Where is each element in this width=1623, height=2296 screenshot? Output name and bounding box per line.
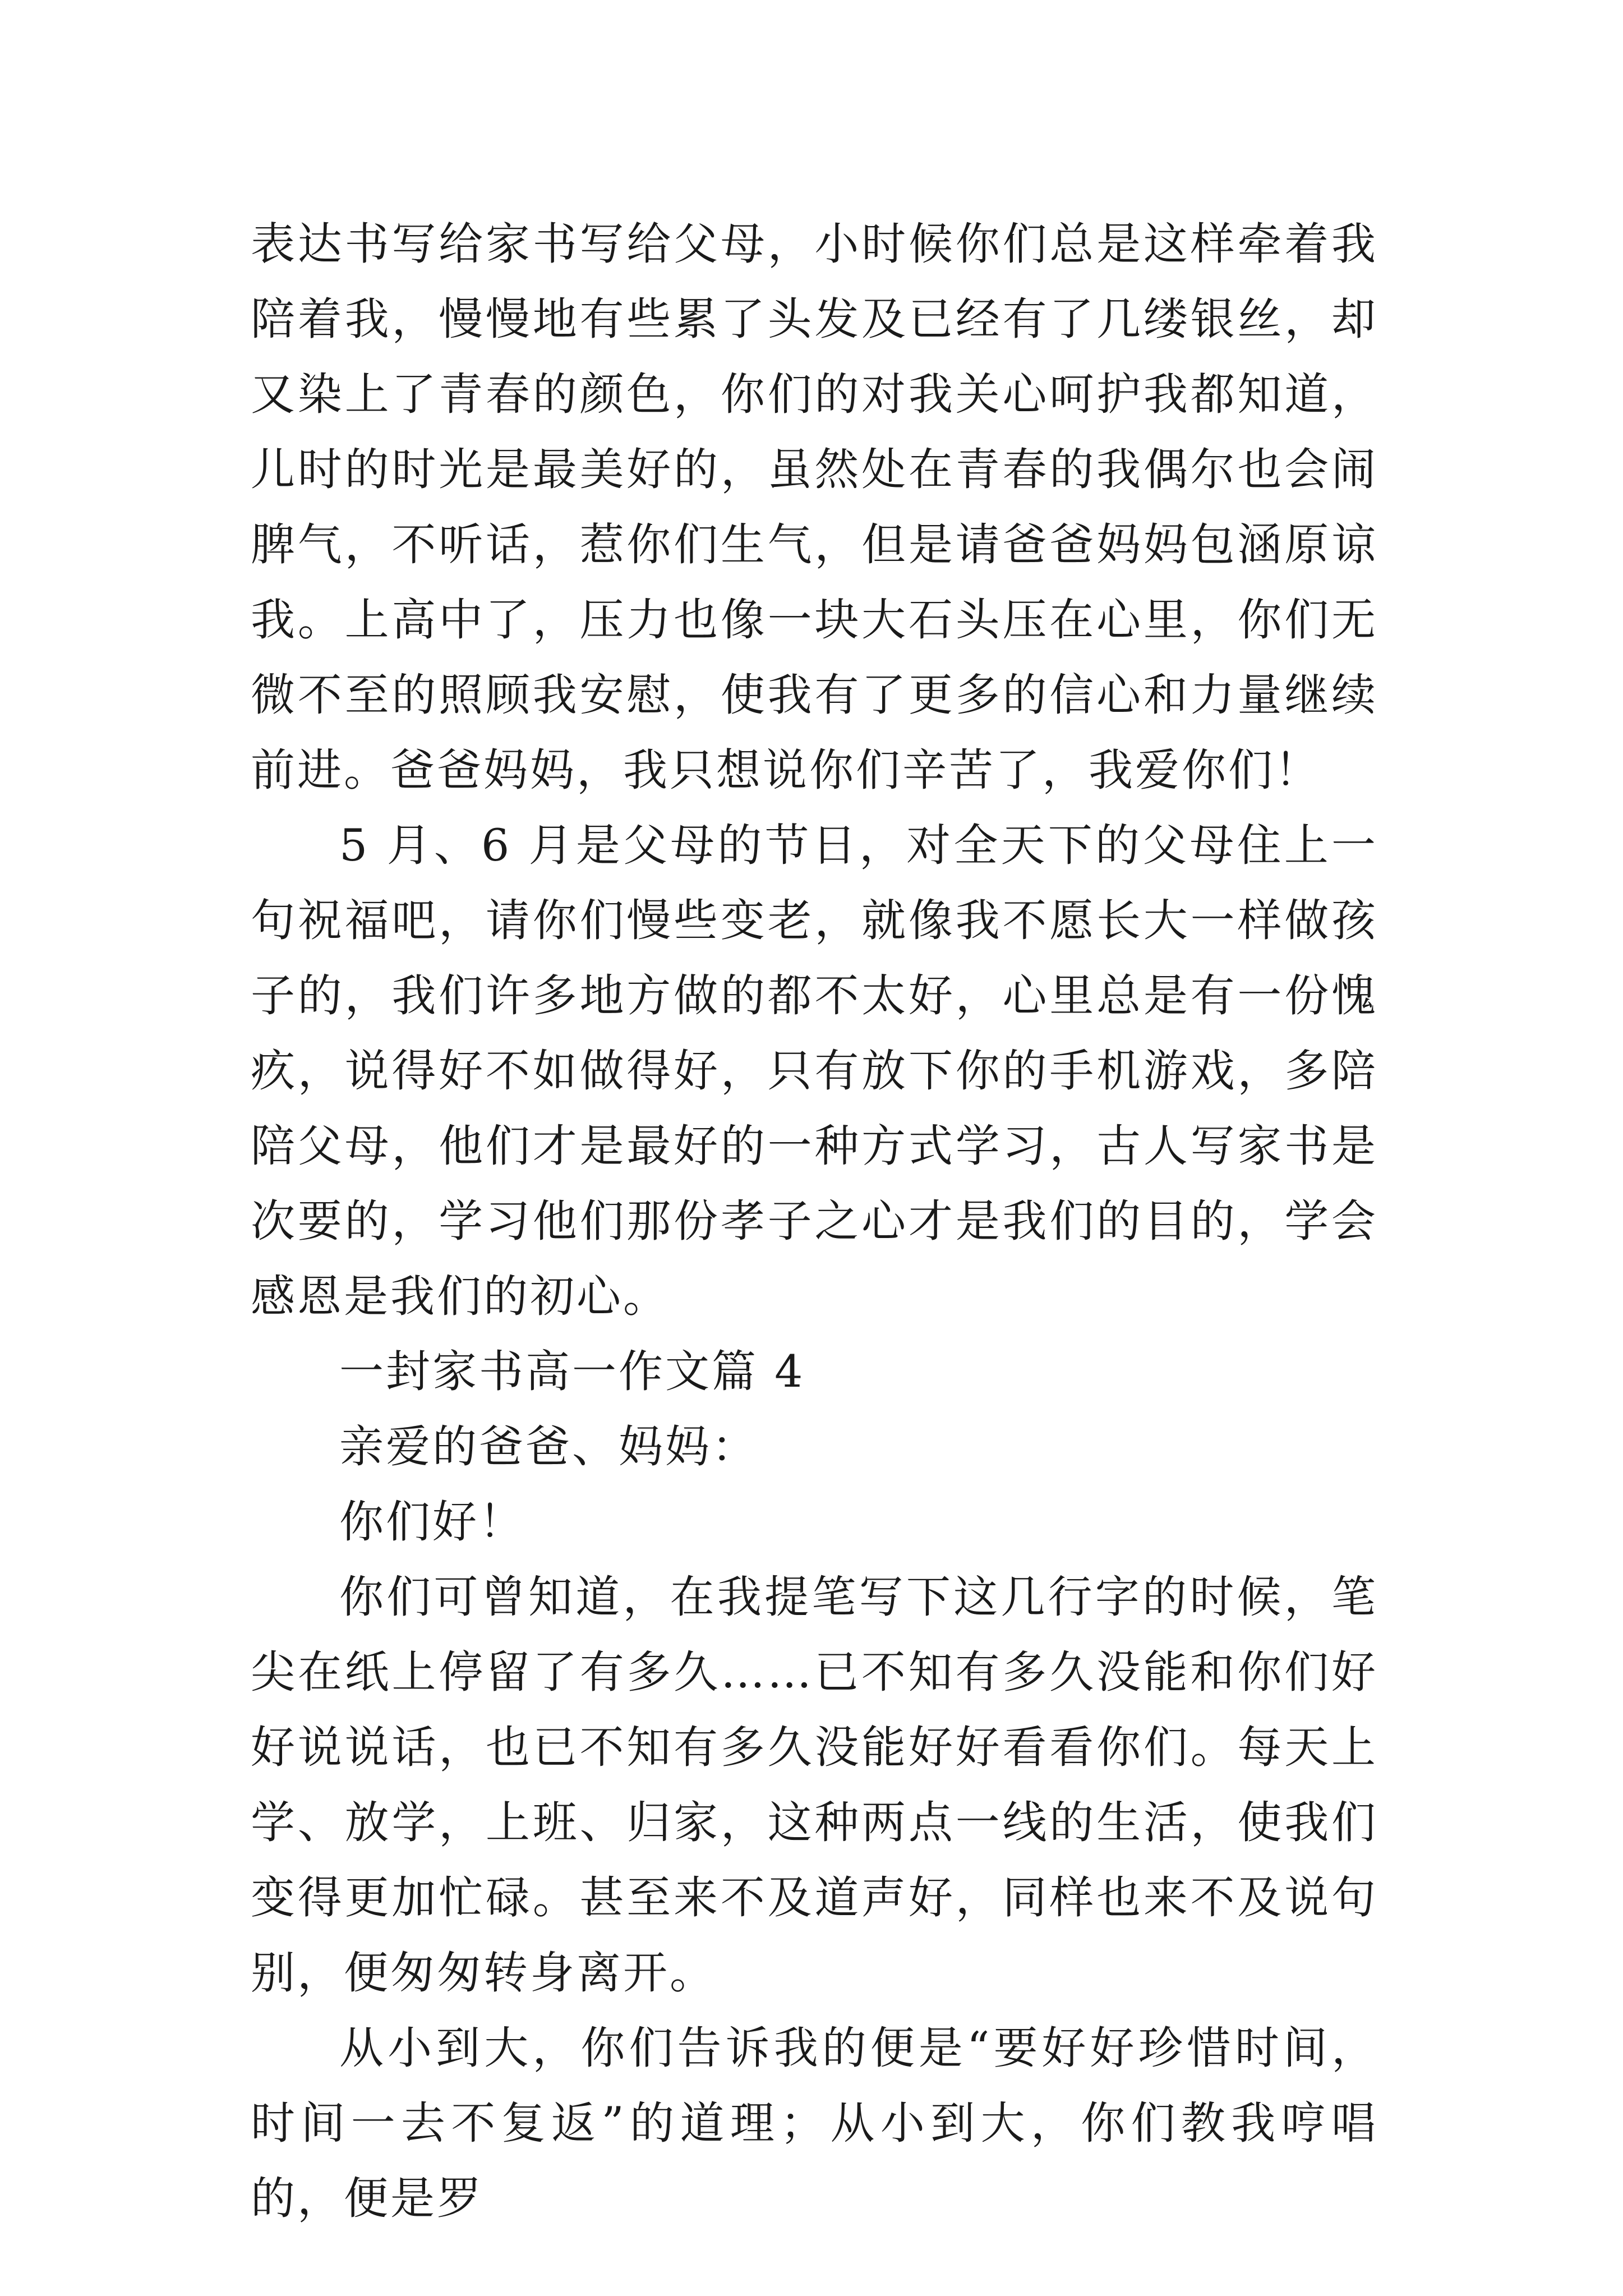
essay-heading: 一封家书高一作文篇 4 [339, 1346, 805, 1397]
paragraph-7: 从小到大，你们告诉我的便是“要好好珍惜时间，时间一去不复返”的道理；从小到大，你们教我哼唱的，便是罗 [251, 2022, 1378, 2224]
document-body [251, 206, 1378, 2236]
letter-greeting: 你们好！ [339, 1496, 525, 1548]
letter-salutation: 亲爱的爸爸、妈妈： [339, 1421, 758, 1473]
paragraph-1: 表达书写给家书写给父母，小时候你们总是这样牵着我陪着我，慢慢地有些累了头发及已经有了几缕银丝，却又染上了青春的颜色，你们的对我关心呵护我都知道，儿时的时光是最美好的，虽然处在青春的我偶尔也会闹脾气，不听话，惹你们生气，但是请爸爸妈妈包涵原谅我。上高中了，压力也像一块大石头压在心里，你们无微不至的照顾我安慰，使我有了更多的信心和力量继续前进。爸爸妈妈，我只想说你们辛苦了，我爱你们！ [251, 218, 1378, 796]
paragraph-2: 5 月、6 月是父母的节日，对全天下的父母住上一句祝福吧，请你们慢些变老，就像我不愿长大一样做孩子的，我们许多地方做的都不太好，心里总是有一份愧疚，说得好不如做得好，只有放下你的手机游戏，多陪陪父母，他们才是最好的一种方式学习，古人写家书是次要的，学习他们那份孝子之心才是我们的目的，学会感恩是我们的初心。 [251, 820, 1378, 1322]
paragraph-6: 你们可曾知道，在我提笔写下这几行字的时候，笔尖在纸上停留了有多久……已不知有多久没能和你们好好说说话，也已不知有多久没能好好看看你们。每天上学、放学，上班、归家，这种两点一线的生活，使我们变得更加忙碌。甚至来不及道声好，同样也来不及说句别，便匆匆转身离开。 [251, 1571, 1378, 1999]
